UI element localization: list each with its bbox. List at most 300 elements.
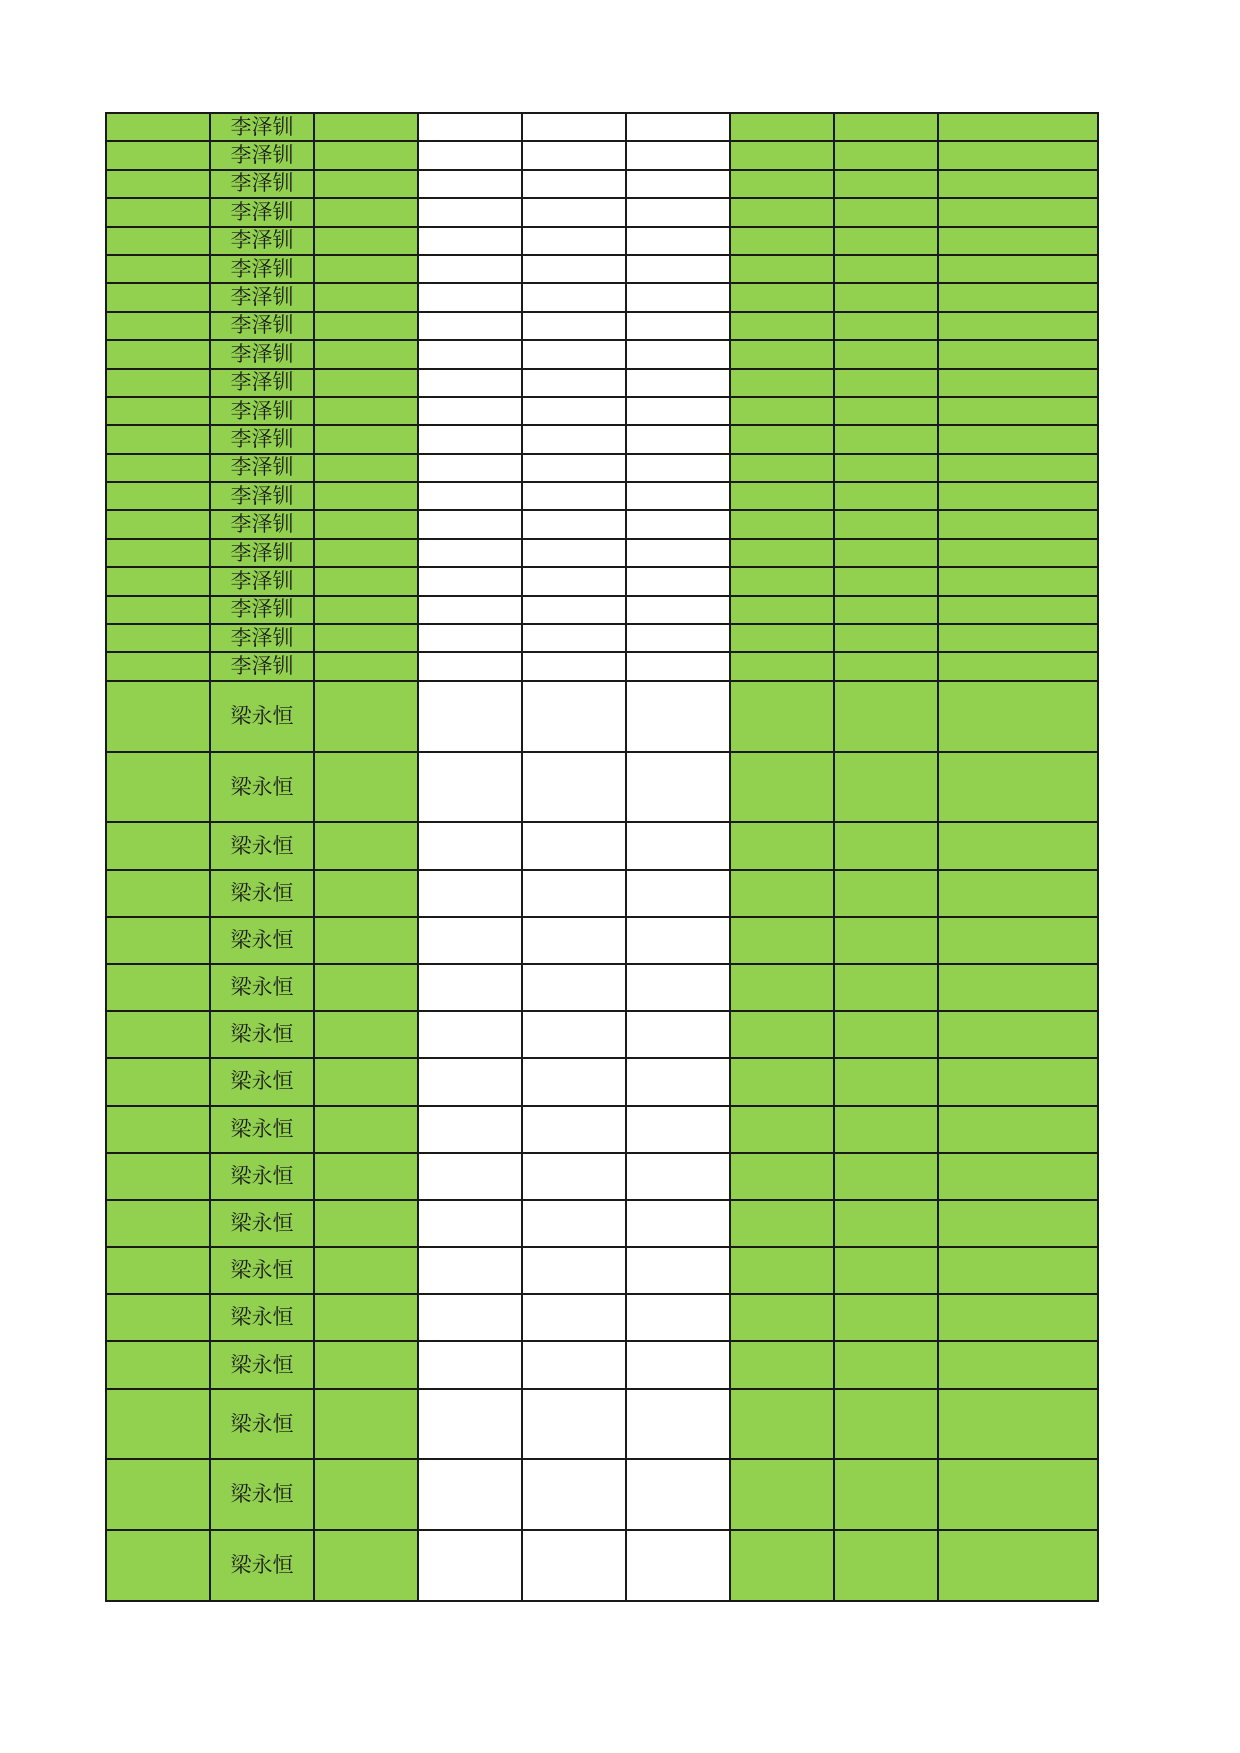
table-cell[interactable]: [938, 870, 1098, 917]
table-cell[interactable]: [834, 255, 938, 283]
name-cell[interactable]: 李泽钏: [210, 170, 314, 198]
table-cell[interactable]: [626, 1247, 730, 1294]
table-cell[interactable]: [522, 510, 626, 538]
table-cell[interactable]: [730, 397, 834, 425]
name-cell[interactable]: 李泽钏: [210, 425, 314, 453]
table-cell[interactable]: [522, 482, 626, 510]
table-cell[interactable]: [730, 596, 834, 624]
name-cell[interactable]: 梁永恒: [210, 1389, 314, 1460]
table-cell[interactable]: [834, 1530, 938, 1601]
table-cell[interactable]: [106, 1294, 210, 1341]
table-cell[interactable]: [522, 1106, 626, 1153]
table-cell[interactable]: [730, 917, 834, 964]
table-cell[interactable]: [730, 227, 834, 255]
name-cell[interactable]: 梁永恒: [210, 1153, 314, 1200]
table-cell[interactable]: [106, 170, 210, 198]
table-cell[interactable]: [418, 113, 522, 141]
table-cell[interactable]: [522, 1530, 626, 1601]
table-cell[interactable]: [834, 1200, 938, 1247]
table-cell[interactable]: [314, 1011, 418, 1058]
table-cell[interactable]: [938, 1058, 1098, 1105]
table-cell[interactable]: [106, 1106, 210, 1153]
table-cell[interactable]: [522, 369, 626, 397]
table-cell[interactable]: [626, 113, 730, 141]
table-cell[interactable]: [106, 340, 210, 368]
table-cell[interactable]: [938, 1153, 1098, 1200]
table-cell[interactable]: [626, 1530, 730, 1601]
table-cell[interactable]: [418, 1341, 522, 1388]
table-cell[interactable]: [730, 1247, 834, 1294]
table-cell[interactable]: [418, 870, 522, 917]
table-cell[interactable]: [106, 283, 210, 311]
table-cell[interactable]: [106, 964, 210, 1011]
table-cell[interactable]: [730, 340, 834, 368]
table-cell[interactable]: [626, 510, 730, 538]
table-cell[interactable]: [106, 1389, 210, 1460]
table-cell[interactable]: [730, 141, 834, 169]
table-cell[interactable]: [314, 170, 418, 198]
table-cell[interactable]: [730, 1153, 834, 1200]
table-cell[interactable]: [314, 752, 418, 823]
name-cell[interactable]: 梁永恒: [210, 1011, 314, 1058]
table-cell[interactable]: [834, 752, 938, 823]
table-cell[interactable]: [418, 1530, 522, 1601]
table-cell[interactable]: [834, 917, 938, 964]
table-cell[interactable]: [314, 1106, 418, 1153]
table-cell[interactable]: [418, 510, 522, 538]
table-cell[interactable]: [522, 255, 626, 283]
name-cell[interactable]: 李泽钏: [210, 369, 314, 397]
table-cell[interactable]: [938, 1200, 1098, 1247]
table-cell[interactable]: [314, 482, 418, 510]
table-cell[interactable]: [834, 397, 938, 425]
table-cell[interactable]: [834, 539, 938, 567]
table-cell[interactable]: [834, 1058, 938, 1105]
table-cell[interactable]: [626, 1106, 730, 1153]
table-cell[interactable]: [834, 369, 938, 397]
table-cell[interactable]: [626, 567, 730, 595]
table-cell[interactable]: [106, 1058, 210, 1105]
table-cell[interactable]: [730, 170, 834, 198]
table-cell[interactable]: [106, 1459, 210, 1530]
name-cell[interactable]: 梁永恒: [210, 1341, 314, 1388]
table-cell[interactable]: [938, 752, 1098, 823]
table-cell[interactable]: [730, 1459, 834, 1530]
name-cell[interactable]: 李泽钏: [210, 567, 314, 595]
table-cell[interactable]: [730, 113, 834, 141]
table-cell[interactable]: [522, 397, 626, 425]
table-cell[interactable]: [522, 1459, 626, 1530]
table-cell[interactable]: [106, 822, 210, 869]
table-cell[interactable]: [314, 1153, 418, 1200]
table-cell[interactable]: [522, 227, 626, 255]
name-cell[interactable]: 梁永恒: [210, 1530, 314, 1601]
table-cell[interactable]: [106, 1153, 210, 1200]
table-cell[interactable]: [834, 681, 938, 752]
table-cell[interactable]: [938, 198, 1098, 226]
table-cell[interactable]: [418, 596, 522, 624]
table-cell[interactable]: [938, 596, 1098, 624]
table-cell[interactable]: [730, 198, 834, 226]
table-cell[interactable]: [834, 1459, 938, 1530]
table-cell[interactable]: [106, 255, 210, 283]
table-cell[interactable]: [522, 596, 626, 624]
name-cell[interactable]: 梁永恒: [210, 1247, 314, 1294]
name-cell[interactable]: 梁永恒: [210, 1058, 314, 1105]
table-cell[interactable]: [730, 454, 834, 482]
table-cell[interactable]: [626, 539, 730, 567]
table-cell[interactable]: [522, 917, 626, 964]
table-cell[interactable]: [626, 1389, 730, 1460]
table-cell[interactable]: [418, 1459, 522, 1530]
table-cell[interactable]: [730, 425, 834, 453]
table-cell[interactable]: [834, 1389, 938, 1460]
table-cell[interactable]: [938, 170, 1098, 198]
table-cell[interactable]: [834, 482, 938, 510]
table-cell[interactable]: [938, 454, 1098, 482]
table-cell[interactable]: [418, 1294, 522, 1341]
table-cell[interactable]: [626, 964, 730, 1011]
table-cell[interactable]: [314, 822, 418, 869]
table-cell[interactable]: [418, 539, 522, 567]
table-cell[interactable]: [522, 567, 626, 595]
table-cell[interactable]: [522, 1011, 626, 1058]
table-cell[interactable]: [106, 141, 210, 169]
table-cell[interactable]: [314, 510, 418, 538]
table-cell[interactable]: [522, 1200, 626, 1247]
name-cell[interactable]: 李泽钏: [210, 198, 314, 226]
table-cell[interactable]: [522, 1341, 626, 1388]
table-cell[interactable]: [834, 340, 938, 368]
table-cell[interactable]: [834, 596, 938, 624]
name-cell[interactable]: 梁永恒: [210, 1106, 314, 1153]
name-cell[interactable]: 梁永恒: [210, 964, 314, 1011]
table-cell[interactable]: [106, 652, 210, 680]
table-cell[interactable]: [522, 1389, 626, 1460]
table-cell[interactable]: [730, 752, 834, 823]
table-cell[interactable]: [834, 1153, 938, 1200]
table-cell[interactable]: [418, 255, 522, 283]
table-cell[interactable]: [106, 482, 210, 510]
name-cell[interactable]: 梁永恒: [210, 1200, 314, 1247]
table-cell[interactable]: [314, 1247, 418, 1294]
table-cell[interactable]: [834, 1294, 938, 1341]
name-cell[interactable]: 李泽钏: [210, 397, 314, 425]
table-cell[interactable]: [314, 567, 418, 595]
table-cell[interactable]: [522, 340, 626, 368]
table-cell[interactable]: [314, 369, 418, 397]
table-cell[interactable]: [730, 482, 834, 510]
table-cell[interactable]: [626, 312, 730, 340]
table-cell[interactable]: [522, 681, 626, 752]
table-cell[interactable]: [522, 283, 626, 311]
table-cell[interactable]: [418, 454, 522, 482]
table-cell[interactable]: [730, 1530, 834, 1601]
table-cell[interactable]: [626, 652, 730, 680]
name-cell[interactable]: 梁永恒: [210, 752, 314, 823]
table-cell[interactable]: [522, 454, 626, 482]
table-cell[interactable]: [314, 681, 418, 752]
table-cell[interactable]: [314, 255, 418, 283]
table-cell[interactable]: [938, 822, 1098, 869]
table-cell[interactable]: [938, 1530, 1098, 1601]
table-cell[interactable]: [106, 870, 210, 917]
table-cell[interactable]: [418, 822, 522, 869]
table-cell[interactable]: [314, 141, 418, 169]
name-cell[interactable]: 李泽钏: [210, 652, 314, 680]
table-cell[interactable]: [314, 113, 418, 141]
name-cell[interactable]: 李泽钏: [210, 482, 314, 510]
table-cell[interactable]: [626, 822, 730, 869]
table-cell[interactable]: [418, 397, 522, 425]
table-cell[interactable]: [730, 1106, 834, 1153]
name-cell[interactable]: 梁永恒: [210, 681, 314, 752]
table-cell[interactable]: [418, 1011, 522, 1058]
table-cell[interactable]: [626, 624, 730, 652]
table-cell[interactable]: [834, 198, 938, 226]
table-cell[interactable]: [834, 113, 938, 141]
table-cell[interactable]: [314, 227, 418, 255]
table-cell[interactable]: [314, 1459, 418, 1530]
table-cell[interactable]: [626, 283, 730, 311]
table-cell[interactable]: [938, 397, 1098, 425]
table-cell[interactable]: [626, 917, 730, 964]
table-cell[interactable]: [106, 539, 210, 567]
table-cell[interactable]: [730, 1011, 834, 1058]
table-cell[interactable]: [938, 283, 1098, 311]
name-cell[interactable]: 李泽钏: [210, 312, 314, 340]
table-cell[interactable]: [314, 1200, 418, 1247]
table-cell[interactable]: [314, 1530, 418, 1601]
table-cell[interactable]: [834, 425, 938, 453]
table-cell[interactable]: [106, 198, 210, 226]
table-cell[interactable]: [418, 340, 522, 368]
table-cell[interactable]: [938, 482, 1098, 510]
table-cell[interactable]: [106, 596, 210, 624]
table-cell[interactable]: [834, 454, 938, 482]
table-cell[interactable]: [626, 1200, 730, 1247]
table-cell[interactable]: [418, 1247, 522, 1294]
table-cell[interactable]: [834, 870, 938, 917]
table-cell[interactable]: [626, 870, 730, 917]
table-cell[interactable]: [314, 917, 418, 964]
name-cell[interactable]: 梁永恒: [210, 1294, 314, 1341]
table-cell[interactable]: [418, 1153, 522, 1200]
name-cell[interactable]: 梁永恒: [210, 822, 314, 869]
table-cell[interactable]: [626, 141, 730, 169]
table-cell[interactable]: [730, 369, 834, 397]
table-cell[interactable]: [522, 624, 626, 652]
table-cell[interactable]: [626, 681, 730, 752]
table-cell[interactable]: [418, 198, 522, 226]
table-cell[interactable]: [938, 1459, 1098, 1530]
table-cell[interactable]: [730, 1389, 834, 1460]
table-cell[interactable]: [418, 964, 522, 1011]
table-cell[interactable]: [522, 170, 626, 198]
table-cell[interactable]: [938, 1247, 1098, 1294]
table-cell[interactable]: [938, 227, 1098, 255]
table-cell[interactable]: [522, 539, 626, 567]
table-cell[interactable]: [522, 1247, 626, 1294]
table-cell[interactable]: [522, 652, 626, 680]
table-cell[interactable]: [418, 141, 522, 169]
table-cell[interactable]: [730, 567, 834, 595]
table-cell[interactable]: [106, 567, 210, 595]
table-cell[interactable]: [626, 425, 730, 453]
table-cell[interactable]: [834, 1341, 938, 1388]
name-cell[interactable]: 李泽钏: [210, 539, 314, 567]
table-cell[interactable]: [418, 624, 522, 652]
table-cell[interactable]: [106, 1530, 210, 1601]
table-cell[interactable]: [938, 340, 1098, 368]
name-cell[interactable]: 梁永恒: [210, 1459, 314, 1530]
table-cell[interactable]: [626, 1459, 730, 1530]
name-cell[interactable]: 李泽钏: [210, 141, 314, 169]
table-cell[interactable]: [626, 1341, 730, 1388]
table-cell[interactable]: [834, 283, 938, 311]
table-cell[interactable]: [314, 1341, 418, 1388]
name-cell[interactable]: 梁永恒: [210, 917, 314, 964]
table-cell[interactable]: [314, 198, 418, 226]
table-cell[interactable]: [730, 539, 834, 567]
table-cell[interactable]: [418, 652, 522, 680]
table-cell[interactable]: [314, 283, 418, 311]
table-cell[interactable]: [314, 1294, 418, 1341]
table-cell[interactable]: [106, 752, 210, 823]
table-cell[interactable]: [938, 141, 1098, 169]
table-cell[interactable]: [106, 1247, 210, 1294]
table-cell[interactable]: [106, 397, 210, 425]
table-cell[interactable]: [522, 198, 626, 226]
name-cell[interactable]: 李泽钏: [210, 624, 314, 652]
table-cell[interactable]: [314, 624, 418, 652]
name-cell[interactable]: 李泽钏: [210, 283, 314, 311]
table-cell[interactable]: [106, 312, 210, 340]
table-cell[interactable]: [938, 567, 1098, 595]
table-cell[interactable]: [834, 652, 938, 680]
table-cell[interactable]: [730, 1294, 834, 1341]
table-cell[interactable]: [938, 1106, 1098, 1153]
table-cell[interactable]: [522, 1058, 626, 1105]
name-cell[interactable]: 李泽钏: [210, 596, 314, 624]
table-cell[interactable]: [314, 312, 418, 340]
table-cell[interactable]: [730, 312, 834, 340]
table-cell[interactable]: [314, 1389, 418, 1460]
table-cell[interactable]: [314, 539, 418, 567]
table-cell[interactable]: [418, 227, 522, 255]
table-cell[interactable]: [626, 752, 730, 823]
table-cell[interactable]: [106, 454, 210, 482]
table-cell[interactable]: [106, 1341, 210, 1388]
table-cell[interactable]: [418, 1106, 522, 1153]
table-cell[interactable]: [522, 1153, 626, 1200]
table-cell[interactable]: [418, 312, 522, 340]
name-cell[interactable]: 李泽钏: [210, 227, 314, 255]
table-cell[interactable]: [522, 141, 626, 169]
table-cell[interactable]: [730, 1341, 834, 1388]
table-cell[interactable]: [106, 369, 210, 397]
table-cell[interactable]: [834, 1247, 938, 1294]
table-cell[interactable]: [938, 681, 1098, 752]
table-cell[interactable]: [106, 624, 210, 652]
name-cell[interactable]: 李泽钏: [210, 340, 314, 368]
table-cell[interactable]: [938, 113, 1098, 141]
table-cell[interactable]: [834, 964, 938, 1011]
table-cell[interactable]: [938, 1341, 1098, 1388]
table-cell[interactable]: [314, 652, 418, 680]
table-cell[interactable]: [106, 1200, 210, 1247]
table-cell[interactable]: [730, 255, 834, 283]
table-cell[interactable]: [834, 510, 938, 538]
table-cell[interactable]: [938, 1389, 1098, 1460]
table-cell[interactable]: [834, 170, 938, 198]
name-cell[interactable]: 李泽钏: [210, 113, 314, 141]
table-cell[interactable]: [730, 652, 834, 680]
table-cell[interactable]: [418, 681, 522, 752]
table-cell[interactable]: [834, 1011, 938, 1058]
table-cell[interactable]: [730, 870, 834, 917]
table-cell[interactable]: [938, 652, 1098, 680]
table-cell[interactable]: [730, 681, 834, 752]
table-cell[interactable]: [106, 425, 210, 453]
table-cell[interactable]: [938, 1011, 1098, 1058]
table-cell[interactable]: [730, 624, 834, 652]
table-cell[interactable]: [314, 454, 418, 482]
table-cell[interactable]: [522, 312, 626, 340]
table-cell[interactable]: [418, 369, 522, 397]
table-cell[interactable]: [522, 822, 626, 869]
table-cell[interactable]: [938, 369, 1098, 397]
table-cell[interactable]: [626, 1153, 730, 1200]
name-cell[interactable]: 李泽钏: [210, 510, 314, 538]
table-cell[interactable]: [626, 369, 730, 397]
table-cell[interactable]: [834, 567, 938, 595]
table-cell[interactable]: [626, 482, 730, 510]
table-cell[interactable]: [626, 1058, 730, 1105]
table-cell[interactable]: [522, 425, 626, 453]
table-cell[interactable]: [626, 255, 730, 283]
table-cell[interactable]: [938, 624, 1098, 652]
table-cell[interactable]: [314, 397, 418, 425]
table-cell[interactable]: [522, 870, 626, 917]
table-cell[interactable]: [314, 870, 418, 917]
table-cell[interactable]: [626, 1011, 730, 1058]
table-cell[interactable]: [834, 312, 938, 340]
table-cell[interactable]: [106, 510, 210, 538]
table-cell[interactable]: [834, 822, 938, 869]
table-cell[interactable]: [938, 539, 1098, 567]
table-cell[interactable]: [938, 964, 1098, 1011]
table-cell[interactable]: [938, 510, 1098, 538]
table-cell[interactable]: [730, 510, 834, 538]
table-cell[interactable]: [314, 964, 418, 1011]
table-cell[interactable]: [418, 567, 522, 595]
table-cell[interactable]: [626, 596, 730, 624]
table-cell[interactable]: [106, 227, 210, 255]
table-cell[interactable]: [938, 1294, 1098, 1341]
table-cell[interactable]: [106, 1011, 210, 1058]
table-cell[interactable]: [834, 227, 938, 255]
table-cell[interactable]: [418, 1200, 522, 1247]
table-cell[interactable]: [730, 1058, 834, 1105]
name-cell[interactable]: 梁永恒: [210, 870, 314, 917]
table-cell[interactable]: [106, 681, 210, 752]
name-cell[interactable]: 李泽钏: [210, 454, 314, 482]
table-cell[interactable]: [106, 917, 210, 964]
table-cell[interactable]: [418, 425, 522, 453]
table-cell[interactable]: [834, 141, 938, 169]
table-cell[interactable]: [730, 964, 834, 1011]
